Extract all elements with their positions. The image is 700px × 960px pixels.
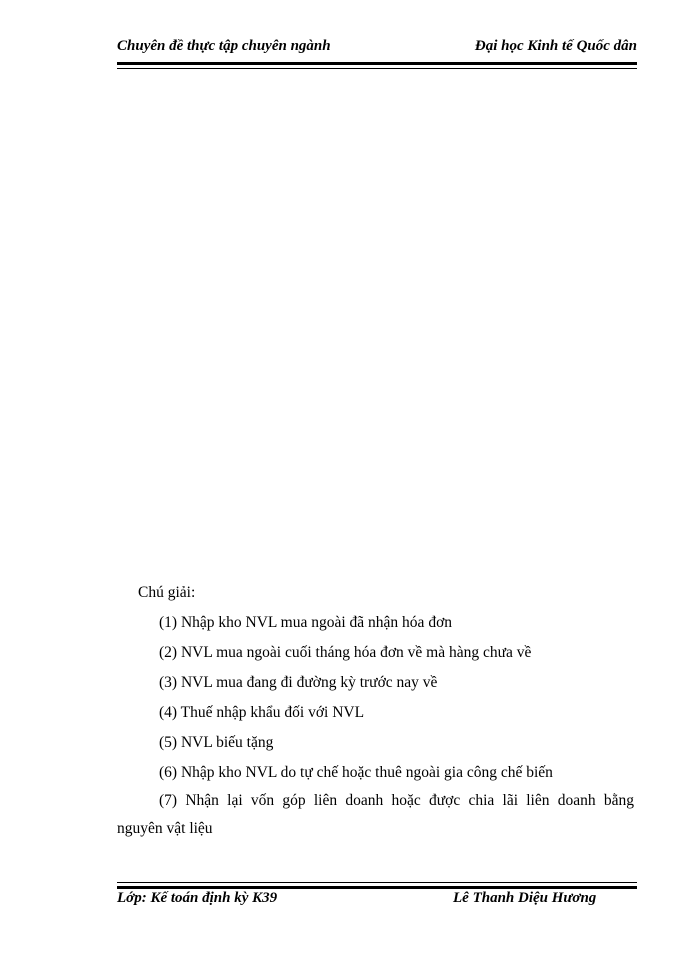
page-header: [117, 38, 637, 60]
legend-item-6: (6) Nhập kho NVL do tự chế hoặc thuê ngoài gia công chế biến: [159, 764, 553, 781]
legend-item-7-line2: nguyên vật liệu: [117, 820, 213, 837]
legend-item-3: (3) NVL mua đang đi đường kỳ trước nay về: [159, 674, 438, 691]
legend-item-7-line1: (7) Nhận lại vốn góp liên doanh hoặc được chia lãi liên doanh bằng: [159, 792, 634, 809]
footer-right-text: Lê Thanh Diệu Hương: [453, 890, 597, 906]
legend-item-4: (4) Thuế nhập khẩu đối với NVL: [159, 704, 365, 721]
header-divider: [117, 62, 637, 69]
legend-item-2: (2) NVL mua ngoài cuối tháng hóa đơn về mà hàng chưa về: [159, 644, 532, 661]
page-footer: [117, 890, 637, 912]
legend-item-7: [117, 792, 634, 838]
footer-divider: [117, 882, 637, 889]
legend-item-5: (5) NVL biếu tặng: [159, 734, 274, 751]
footer-left-text: Lớp: Kế toán định kỳ K39: [117, 890, 278, 906]
header-left-text: Chuyên đề thực tập chuyên ngành: [117, 38, 331, 54]
header-right-text: Đại học Kinh tế Quốc dân: [474, 38, 637, 54]
legend-title: Chú giải:: [138, 584, 196, 601]
legend-item-1: (1) Nhập kho NVL mua ngoài đã nhận hóa đơn: [159, 614, 453, 631]
